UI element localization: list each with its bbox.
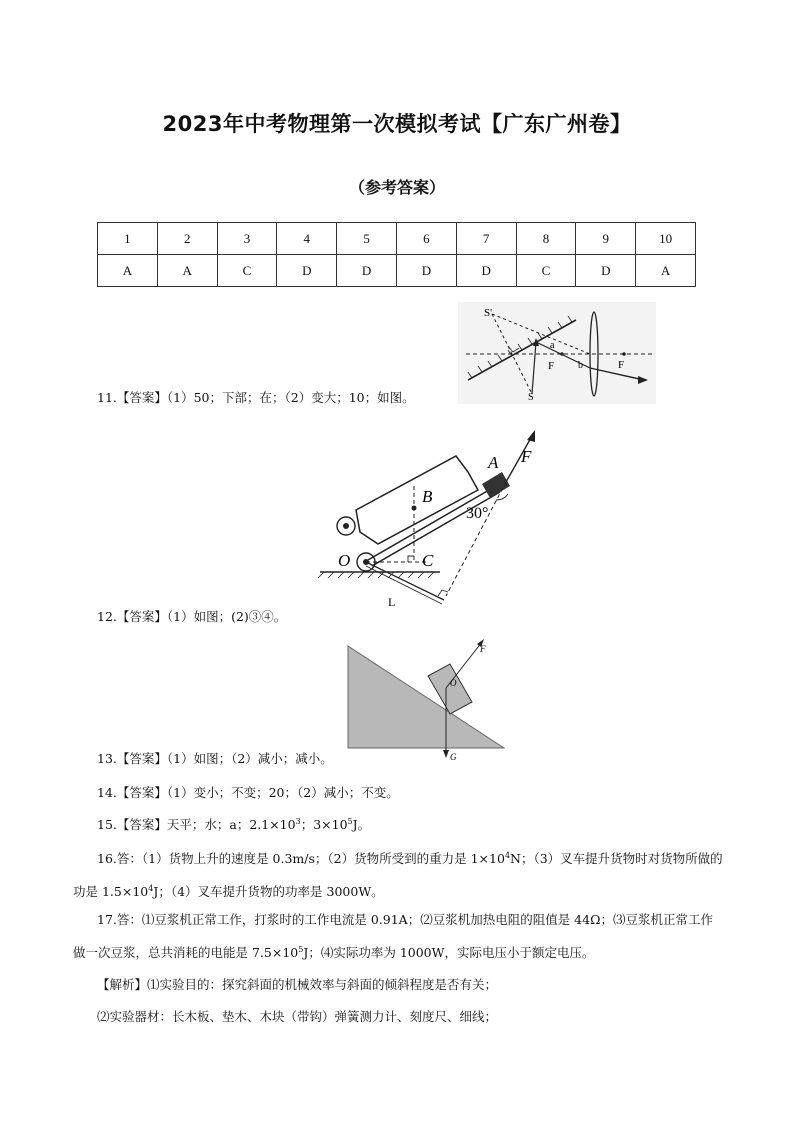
cart-body <box>356 456 478 544</box>
q17-answer <box>73 905 723 968</box>
label-b: b <box>578 360 583 371</box>
label-L: L <box>388 595 396 609</box>
question-number-cell: 7 <box>456 223 516 255</box>
label-B: B <box>422 487 433 506</box>
q15-text: 15.【答案】天平；水；a；2.1×10 <box>97 817 296 832</box>
q15-answer <box>97 815 370 833</box>
q16-exponent: 4 <box>148 884 154 894</box>
label-F: F <box>480 644 486 654</box>
right-angle-mark <box>408 556 414 562</box>
cart-handle <box>372 492 500 566</box>
q17-text: J；⑷实际功率为 1000W，实际电压小于额定电压。 <box>303 945 595 961</box>
q16-answer <box>73 841 723 907</box>
q12-lever-figure <box>316 420 546 610</box>
answer-cell: D <box>277 255 337 287</box>
label-O: O <box>338 551 351 570</box>
label-s-prime: S' <box>484 307 493 319</box>
q13-incline-figure <box>346 636 510 764</box>
label-a: a <box>550 340 555 351</box>
focal-point <box>622 352 626 356</box>
q15-exponent: 5 <box>347 816 353 826</box>
page-title: 2023年中考物理第一次模拟考试【广东广州卷】 <box>162 112 632 136</box>
question-number-cell: 4 <box>277 223 337 255</box>
question-number-cell: 2 <box>157 223 217 255</box>
gravity-arrowhead <box>443 750 449 758</box>
answer-cell: D <box>396 255 456 287</box>
force-line-extension <box>446 482 506 596</box>
analysis-line-2: ⑵实验器材：长木板、垫木、木块（带钩）弹簧测力计、刻度尺、细线； <box>97 1009 498 1024</box>
incline <box>348 646 504 748</box>
answer-cell: A <box>98 255 158 287</box>
q12-answer: 12.【答案】（1）如图；(2)③④。 <box>97 609 287 624</box>
answer-table-answer-row <box>98 255 696 287</box>
q15-exponent: 3 <box>295 816 301 826</box>
answer-cell: A <box>636 255 696 287</box>
q14-answer: 14.【答案】（1）变小；不变；20；（2）减小；不变。 <box>97 785 399 800</box>
question-number-cell: 9 <box>576 223 636 255</box>
q16-text: N；（3）叉车提升货物时对货物所做的功是 1.5×10 <box>73 851 723 900</box>
analysis-line-1: 【解析】⑴实验目的：探究斜面的机械效率与斜面的倾斜程度是否有关； <box>97 977 498 992</box>
answer-cell: D <box>337 255 397 287</box>
answer-table <box>97 222 696 287</box>
q13-answer: 13.【答案】（1）如图；（2）减小；减小。 <box>97 751 333 766</box>
ground-hatching <box>318 572 434 578</box>
label-s: S <box>528 392 534 403</box>
label-angle: 30° <box>466 505 489 522</box>
handle-grip <box>482 472 510 498</box>
q17-text: 17.答：⑴豆浆机正常工作，打浆时的工作电流是 0.91A；⑵豆浆机加热电阻的阻值是 44Ω；⑶豆浆机正常工作做一次豆浆，总共消耗的电能是 7.5×10 <box>73 912 713 961</box>
q11-answer: 11.【答案】（1）50；下部；在；（2）变大；10；如图。 <box>97 390 415 405</box>
answer-table-number-row <box>98 223 696 255</box>
label-O: O <box>450 678 457 688</box>
answer-cell: C <box>516 255 576 287</box>
force-arrowhead <box>527 430 535 442</box>
answer-cell: D <box>576 255 636 287</box>
q15-text: ；3×10 <box>300 817 348 832</box>
question-number-cell: 3 <box>217 223 277 255</box>
label-C: C <box>422 551 434 570</box>
wheel-hub <box>343 523 349 529</box>
answer-cell: D <box>456 255 516 287</box>
q16-exponent: 4 <box>504 851 511 860</box>
label-G: G <box>450 752 457 762</box>
label-f-right: F <box>618 359 625 371</box>
label-A: A <box>488 453 499 472</box>
page-subtitle: （参考答案） <box>348 178 445 197</box>
answer-cell: C <box>217 255 277 287</box>
label-F: F <box>521 447 532 466</box>
question-number-cell: 8 <box>516 223 576 255</box>
question-number-cell: 10 <box>636 223 696 255</box>
q15-text: J。 <box>352 817 371 832</box>
focal-point <box>560 352 564 356</box>
question-number-cell: 1 <box>98 223 158 255</box>
q17-exponent: 5 <box>298 945 304 954</box>
question-number-cell: 6 <box>396 223 456 255</box>
question-number-cell: 5 <box>337 223 397 255</box>
q11-optics-figure <box>458 302 656 404</box>
q16-text: J；（4）叉车提升货物的功率是 3000W。 <box>153 884 384 900</box>
label-f-left: F <box>548 360 555 372</box>
answer-cell: A <box>157 255 217 287</box>
q16-text: 16.答：（1）货物上升的速度是 0.3m/s；（2）货物所受到的重力是 1×10 <box>97 851 505 867</box>
